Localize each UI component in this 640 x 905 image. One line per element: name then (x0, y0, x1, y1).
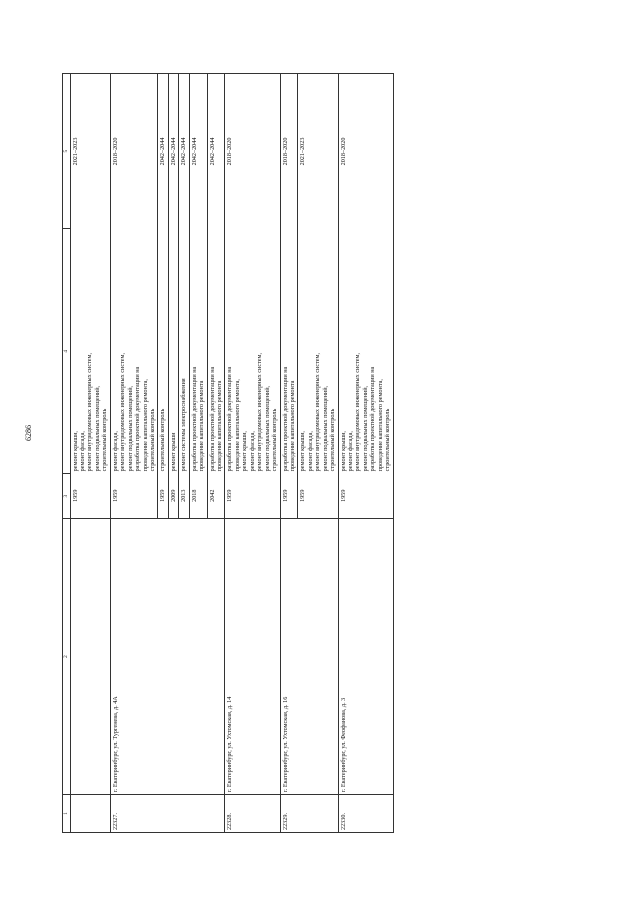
work-item: ремонт крыши, (71, 431, 79, 472)
period-cell: 2042–2044 (168, 74, 178, 229)
work-item: ремонт внутридомовых инженерных систем, (314, 352, 322, 472)
period-cell: 2018–2020 (226, 137, 234, 166)
year-cell: 2018 (189, 473, 207, 518)
header-cell: 2 (63, 519, 71, 795)
work-item: ремонт фасада, (79, 431, 87, 472)
year-cell: 1959 (298, 473, 338, 518)
address-cell: г. Екатеринбург, ул. Ухтомская, д. 14 (225, 519, 280, 795)
work-item: строительный контроль (329, 408, 337, 472)
work-entry (339, 74, 393, 518)
works-cell (189, 229, 207, 473)
works-group (338, 74, 393, 519)
works-cell (207, 229, 224, 473)
works-cell (158, 229, 168, 473)
row-number: 22328. (225, 795, 280, 833)
work-entry (168, 74, 178, 518)
work-item: ремонт крыши (169, 432, 177, 472)
work-entry (189, 74, 207, 518)
year-cell: 1959 (158, 473, 168, 518)
year-cell: 2042 (207, 473, 224, 518)
work-item: проведение капитального ремонта (288, 380, 296, 472)
header-cell: 4 (63, 229, 71, 474)
work-entry (71, 74, 110, 518)
period-cell: 2021–2023 (298, 74, 338, 229)
period-cell: 2042–2044 (158, 74, 168, 229)
header-cell: 1 (63, 795, 71, 833)
work-item: ремонт внутридомовых инженерных систем, (86, 352, 94, 472)
works-group (70, 74, 110, 519)
work-item: проведение капитального ремонта (198, 380, 206, 472)
header-row (63, 74, 71, 833)
work-item: ремонт внутридомовых инженерных систем, (119, 352, 127, 472)
work-item: ремонт крыши, (299, 431, 307, 472)
address-cell (70, 519, 110, 795)
works-cell (168, 229, 178, 473)
work-item: проведение капитального ремонта, (141, 379, 149, 472)
row-number: 22330. (338, 795, 393, 833)
table-row (110, 74, 225, 833)
work-item: строительный контроль (148, 408, 156, 472)
work-item: строительный контроль (384, 408, 392, 472)
period-cell: 2042–2044 (189, 74, 207, 229)
period-cell: 2018–2020 (339, 137, 347, 166)
year-cell: 2009 (168, 473, 178, 518)
work-item: ремонт системы электроснабжения (180, 378, 188, 472)
work-item: проведение капитального ремонта (216, 380, 224, 472)
period-cell: 2018–2020 (281, 137, 289, 166)
year-cell: 2013 (179, 473, 189, 518)
work-entry (207, 74, 224, 518)
row-number: 22327. (110, 795, 225, 833)
repair-schedule-table (62, 73, 394, 833)
address-cell: г. Екатеринбург, ул. Феофанова, д. 3 (338, 519, 393, 795)
work-item: проведение капитального ремонта, (233, 379, 241, 472)
header-cell: 5 (63, 74, 71, 229)
work-item: разработка проектной документации на (134, 366, 142, 472)
work-item: ремонт подвальных помещений, (321, 385, 329, 472)
work-item: разработка проектной документации на (208, 366, 216, 472)
table-row (280, 74, 338, 833)
row-number (70, 795, 110, 833)
work-item: ремонт подвальных помещений, (263, 385, 271, 472)
row-number: 22329. (280, 795, 338, 833)
works-group (110, 74, 225, 519)
work-item: ремонт подвальных помещений, (126, 385, 134, 472)
work-item: разработка проектной документации на (190, 366, 198, 472)
work-item: разработка проектной документации на (226, 366, 234, 472)
work-item: ремонт крыши, (339, 431, 347, 472)
work-item: ремонт подвальных помещений, (361, 385, 369, 472)
work-entry (158, 74, 168, 518)
work-item: строительный контроль (159, 408, 167, 472)
work-item: ремонт фасада, (306, 431, 314, 472)
work-item: ремонт фасада, (248, 431, 256, 472)
work-item: ремонт крыши, (241, 431, 249, 472)
year-cell: 1959 (339, 489, 347, 502)
works-cell (111, 229, 158, 473)
work-item: ремонт фасада, (347, 431, 355, 472)
work-item: разработка проектной документации на (281, 366, 289, 472)
year-cell: 1959 (281, 489, 289, 502)
period-cell: 2018–2020 (111, 137, 119, 166)
work-entry (225, 74, 279, 518)
table-row (338, 74, 393, 833)
works-cell (71, 229, 110, 473)
work-item: проведение капитального ремонта, (376, 379, 384, 472)
work-item: разработка проектной документации на (369, 366, 377, 472)
period-cell: 2042–2044 (207, 74, 224, 229)
work-item: ремонт фасада, (111, 431, 119, 472)
table-row (70, 74, 110, 833)
period-cell: 2021–2023 (71, 137, 79, 166)
work-item: ремонт внутридомовых инженерных систем, (354, 352, 362, 472)
work-entry (281, 74, 298, 518)
works-cell (225, 229, 279, 473)
table-row (225, 74, 280, 833)
works-cell (298, 229, 338, 473)
works-cell (281, 229, 298, 473)
work-entry (298, 74, 338, 518)
year-cell: 1959 (71, 489, 79, 502)
work-item: ремонт внутридомовых инженерных систем, (256, 352, 264, 472)
works-group (225, 74, 280, 519)
year-cell: 1959 (111, 489, 119, 502)
header-cell: 3 (63, 474, 71, 519)
works-cell (179, 229, 189, 473)
work-item: строительный контроль (271, 408, 279, 472)
work-entry (111, 74, 158, 518)
work-entry (179, 74, 189, 518)
year-cell: 1959 (226, 489, 234, 502)
address-cell: г. Екатеринбург, ул. Ухтомская, д. 16 (280, 519, 338, 795)
address-cell: г. Екатеринбург, ул. Тургенева, д. 4А (110, 519, 225, 795)
works-group (280, 74, 338, 519)
work-item: строительный контроль (101, 408, 109, 472)
works-cell (339, 229, 393, 473)
period-cell: 2042–2044 (179, 74, 189, 229)
work-item: ремонт подвальных помещений, (93, 385, 101, 472)
page-number: 6286 (24, 425, 33, 441)
